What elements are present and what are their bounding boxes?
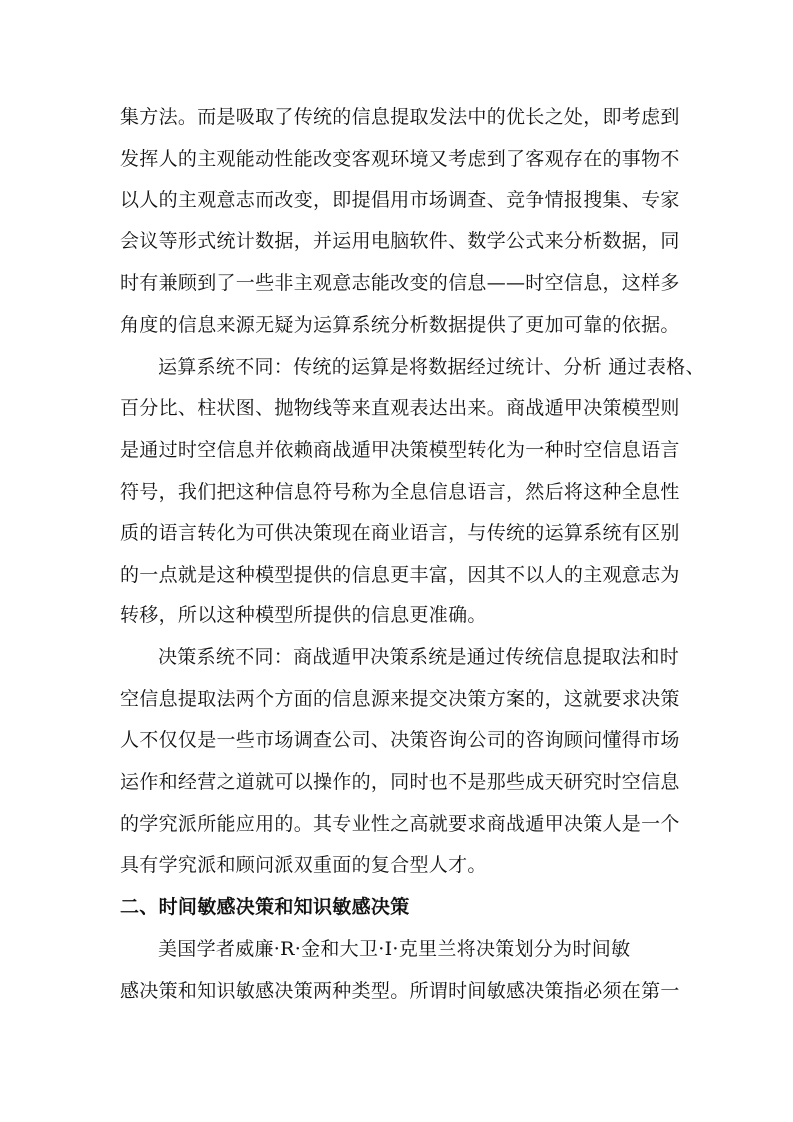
- text-line: 百分比、柱状图、抛物线等来直观表达出来。商战遁甲决策模型则: [120, 397, 680, 419]
- text-line: 空信息提取法两个方面的信息源来提交决策方案的，这就要求决策: [120, 688, 680, 710]
- text-line: 人不仅仅是一些市场调查公司、决策咨询公司的咨询顾问懂得市场: [120, 729, 680, 751]
- text-line: 转移，所以这种模型所提供的信息更准确。: [120, 604, 487, 626]
- text-line: 角度的信息来源无疑为运算系统分析数据提供了更加可靠的依据。: [120, 314, 680, 336]
- text-line: 的一点就是这种模型提供的信息更丰富，因其不以人的主观意志为: [120, 564, 680, 586]
- text-line: 是通过时空信息并依赖商战遁甲决策模型转化为一种时空信息语言: [120, 439, 680, 461]
- text-line: 感决策和知识敏感决策两种类型。所谓时间敏感决策指必须在第一: [120, 980, 680, 1002]
- text-line: 符号，我们把这种信息符号称为全息信息语言，然后将这种全息性: [120, 481, 680, 503]
- text-line: 的学究派所能应用的。其专业性之高就要求商战遁甲决策人是一个: [120, 813, 680, 835]
- text-line: 具有学究派和顾问派双重面的复合型人才。: [120, 854, 487, 876]
- text-line: 运作和经营之道就可以操作的，同时也不是那些成天研究时空信息: [120, 771, 680, 793]
- text-line: 运算系统不同：传统的运算是将数据经过统计、分析 通过表格、: [158, 356, 705, 378]
- text-line: 集方法。而是吸取了传统的信息提取发法中的优长之处，即考虑到: [120, 106, 680, 128]
- text-line: 会议等形式统计数据，并运用电脑软件、数学公式来分析数据，同: [120, 230, 680, 252]
- text-line: 决策系统不同：商战遁甲决策系统是通过传统信息提取法和时: [158, 646, 680, 668]
- section-heading: 二、时间敏感决策和知识敏感决策: [120, 896, 410, 918]
- text-line: 美国学者威廉·R·金和大卫·I·克里兰将决策划分为时间敏: [158, 938, 631, 960]
- text-line: 发挥人的主观能动性能改变客观环境又考虑到了客观存在的事物不: [120, 148, 680, 170]
- text-line: 时有兼顾到了一些非主观意志能改变的信息——时空信息，这样多: [120, 272, 680, 294]
- text-line: 以人的主观意志而改变，即提倡用市场调查、竞争情报搜集、专家: [120, 189, 680, 211]
- text-line: 质的语言转化为可供决策现在商业语言，与传统的运算系统有区别: [120, 522, 680, 544]
